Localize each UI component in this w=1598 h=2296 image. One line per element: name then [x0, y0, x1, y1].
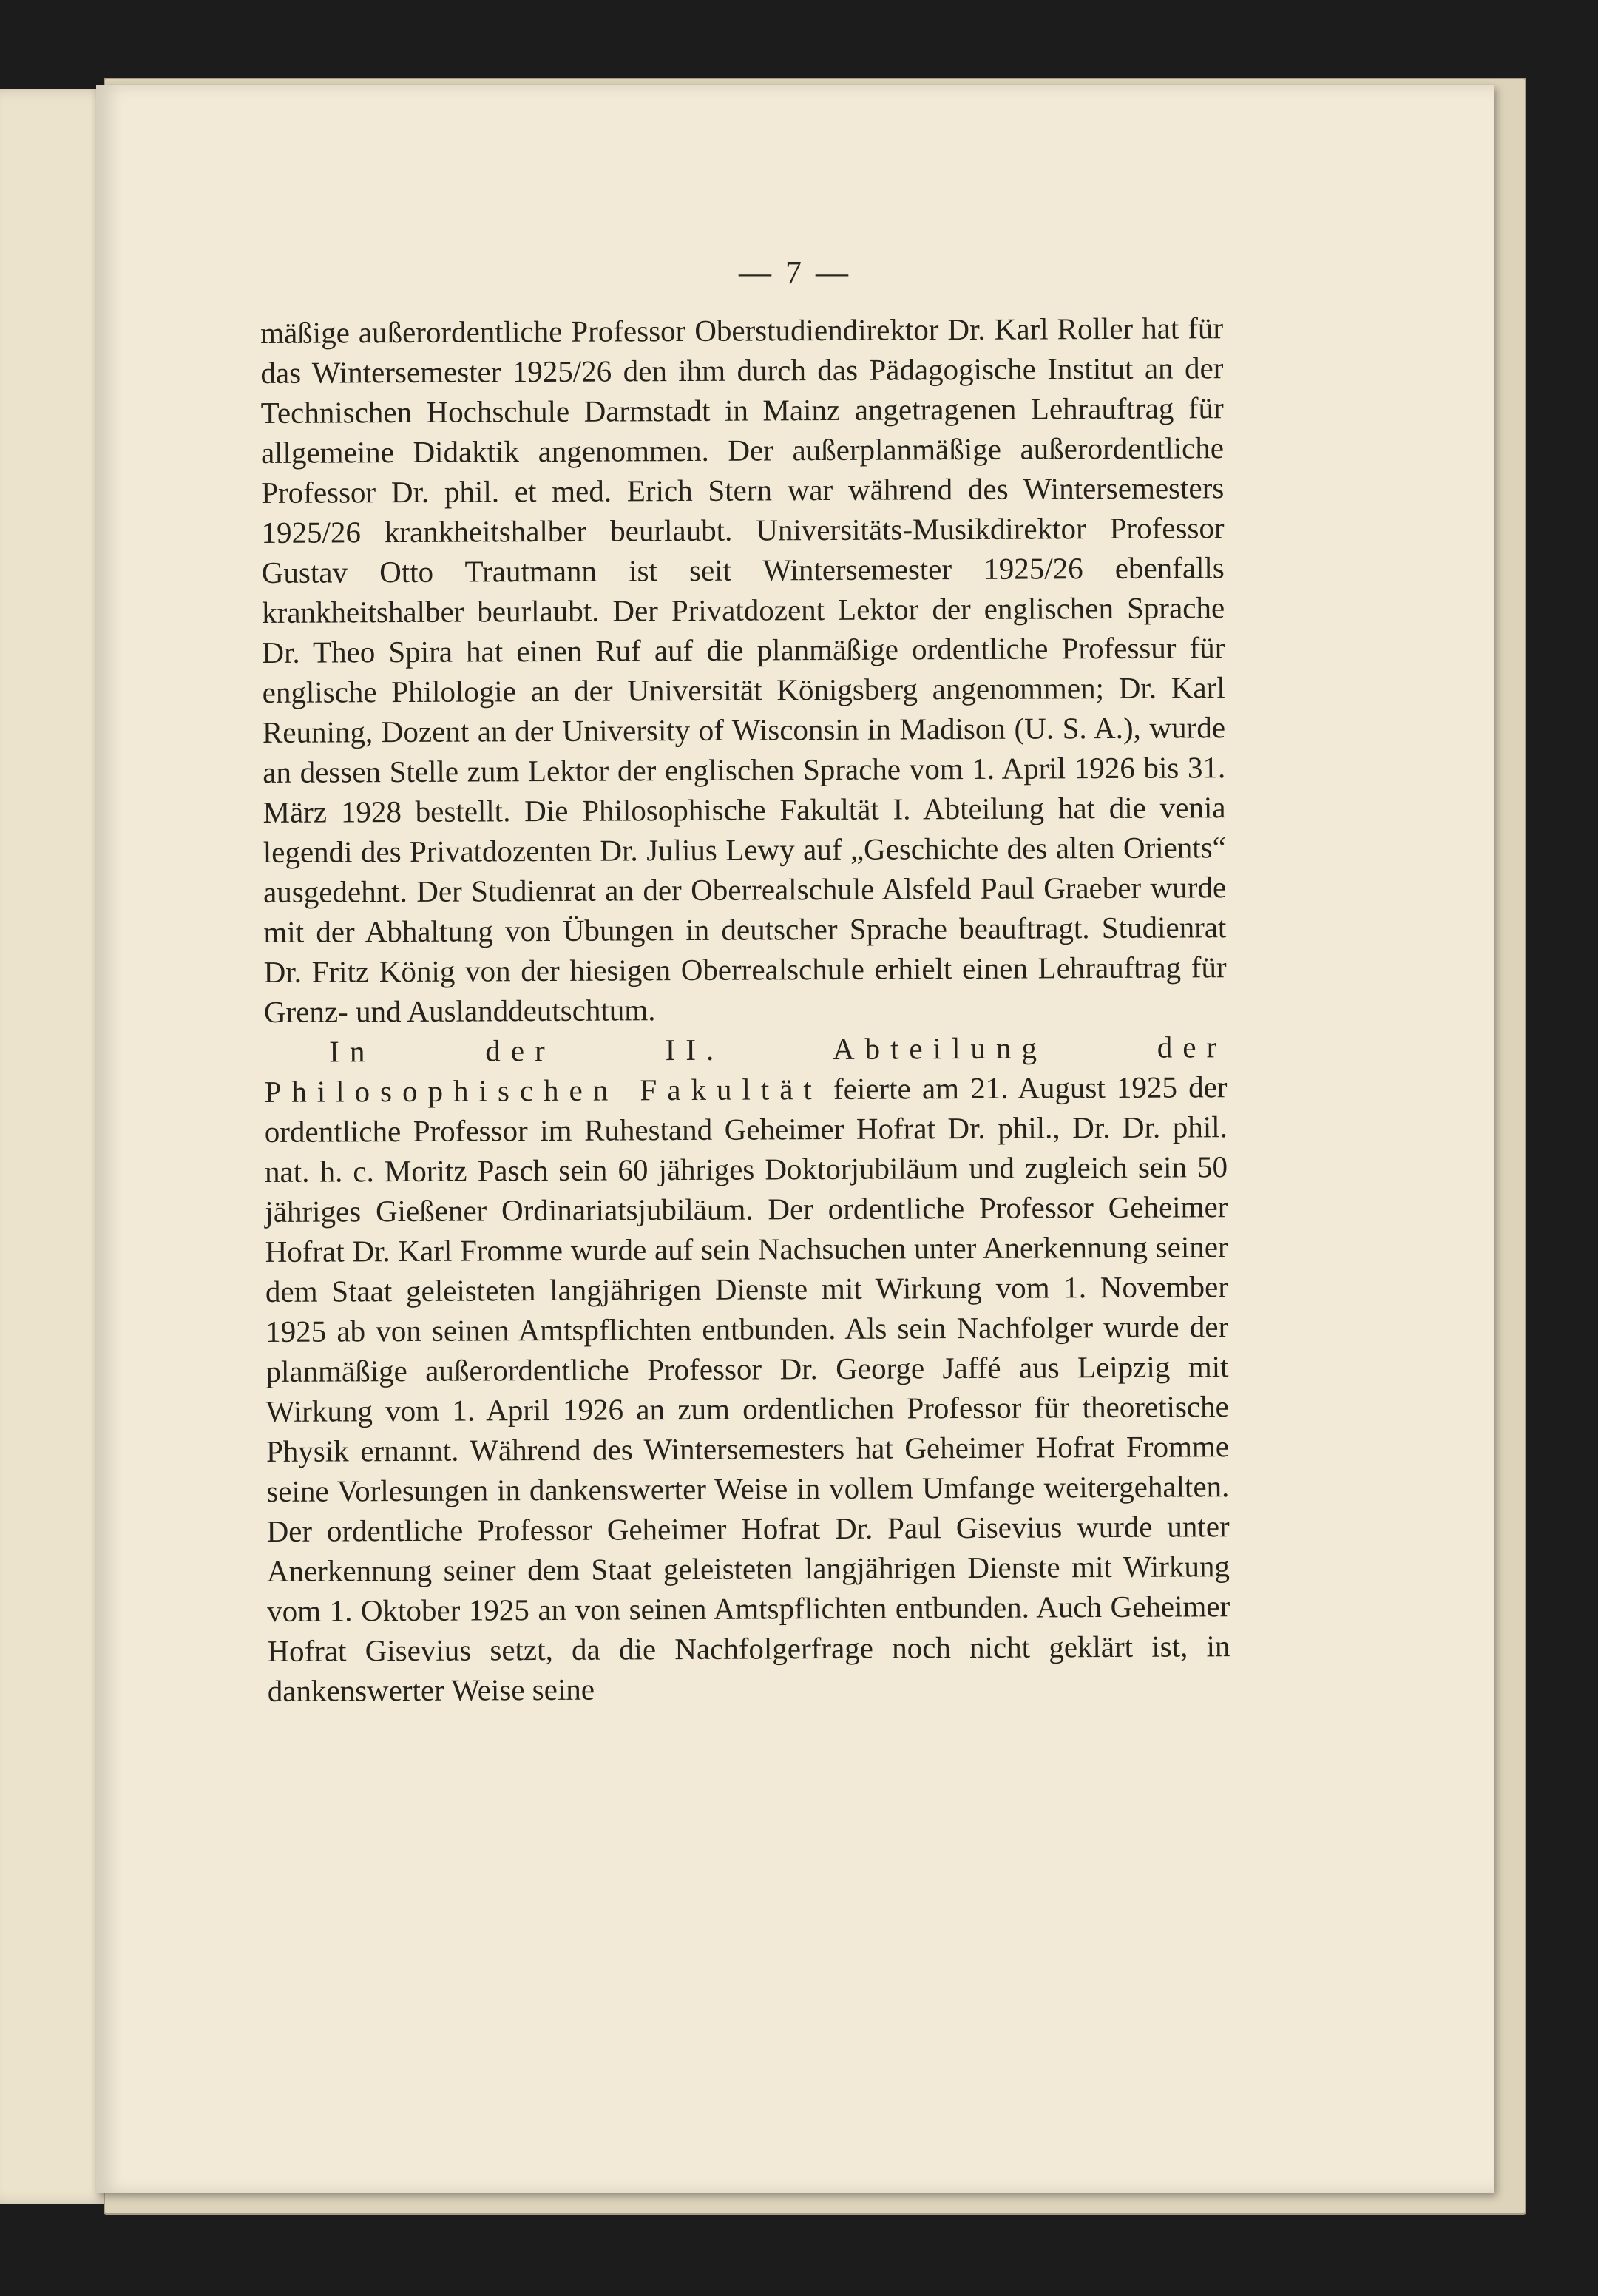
paragraph-2-body: feierte am 21. August 1925 der ordentliche Professor im Ruhestand Geheimer Hofrat Dr. phil., Dr. Dr. phil. nat. h. c. Moritz Pasch sein 60 jähriges Doktorjubiläum und zugleich sein 50 jähriges Gießener Ordinariatsjubiläum. Der ordentliche Professor Geheimer Hofrat Dr. Karl Fromme wurde auf sein Nachsuchen unter Anerkennung seiner dem Staat geleisteten langjährigen Dienste mit Wirkung vom 1. November 1925 ab von seinen Amtspflichten entbunden. Als sein Nachfolger wurde der planmäßige außerordentliche Professor Dr. George Jaffé aus Leipzig mit Wirkung vom 1. April 1926 an zum ordentlichen Professor für theoretische Physik ernannt. Während des Wintersemesters hat Geheimer Hofrat Fromme seine Vorlesungen in dankenswerter Weise in vollem Umfange weitergehalten. Der ordentliche Professor Geheimer Hofrat Dr. Paul Gisevius wurde unter Anerkennung seiner dem Staat geleisteten langjährigen Dienste mit Wirkung vom 1. Oktober 1925 an von seinen Amtspflichten entbunden. Auch Geheimer Hofrat Gisevius setzt, da die Nachfolgerfrage noch nicht geklärt ist, in dankenswerter Weise seine [264, 1070, 1230, 1708]
page-number: — 7 — [739, 254, 851, 291]
document-page [96, 85, 1494, 2193]
paragraph-1: mäßige außerordentliche Professor Oberstudiendirektor Dr. Karl Roller hat für das Wintersemester 1925/26 den ihm durch das Pädagogische Institut an der Technischen Hochschule Darmstadt in Mainz angetragenen Lehrauftrag für allgemeine Didaktik angenommen. Der außerplanmäßige außerordentliche Professor Dr. phil. et med. Erich Stern war während des Wintersemesters 1925/26 krankheitshalber beurlaubt. Universitäts-Musikdirektor Professor Gustav Otto Trautmann ist seit Wintersemester 1925/26 ebenfalls krankheitshalber beurlaubt. Der Privatdozent Lektor der englischen Sprache Dr. Theo Spira hat einen Ruf auf die planmäßige ordentliche Professur für englische Philologie an der Universität Königsberg angenommen; Dr. Karl Reuning, Dozent an der University of Wisconsin in Madison (U. S. A.), wurde an dessen Stelle zum Lektor der englischen Sprache vom 1. April 1926 bis 31. März 1928 bestellt. Die Philosophische Fakultät I. Abteilung hat die venia legendi des Privatdozenten Dr. Julius Lewy auf „Geschichte des alten Orients“ ausgedehnt. Der Studienrat an der Oberrealschule Alsfeld Paul Graeber wurde mit der Abhaltung von Übungen in deutscher Sprache beauftragt. Studienrat Dr. Fritz König von der hiesigen Oberrealschule erhielt einen Lehrauftrag für Grenz- und Auslanddeutschtum. [260, 311, 1227, 1029]
paragraph-2 [264, 1027, 1230, 1711]
body-text [260, 308, 1230, 1711]
paragraph-2-spaced-heading: In der II. Abteilung der Philosophischen Fakultät [264, 1030, 1228, 1109]
